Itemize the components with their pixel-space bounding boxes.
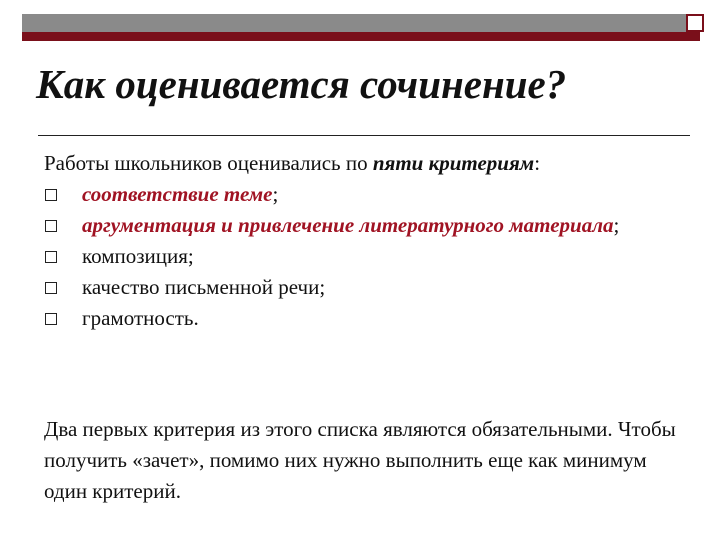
- intro-suffix: :: [534, 151, 541, 175]
- criteria-item: [44, 210, 694, 241]
- criteria-text: качество письменной речи;: [82, 275, 326, 299]
- header-accent-stripe: [22, 32, 700, 41]
- criteria-text: композиция;: [82, 244, 194, 268]
- hollow-square-bullet-icon: [45, 313, 57, 325]
- criteria-list: [44, 179, 694, 334]
- criteria-text: ;: [613, 213, 620, 237]
- hollow-square-bullet-icon: [45, 189, 57, 201]
- hollow-square-bullet-icon: [45, 251, 57, 263]
- criteria-item: [44, 272, 694, 303]
- criteria-text: грамотность.: [82, 306, 199, 330]
- criteria-item: [44, 241, 694, 272]
- hollow-square-bullet-icon: [45, 282, 57, 294]
- criteria-text: ;: [272, 182, 279, 206]
- slide-body: [44, 148, 694, 503]
- header-bar: [22, 14, 700, 41]
- criteria-highlight: аргументация и привлечение литературного материала: [82, 213, 614, 237]
- outro-paragraph: Два первых критерия из этого списка являются обязательными. Чтобы получить «зачет», помимо них нужно выполнить еще как минимум один критерий.: [44, 417, 676, 503]
- hollow-square-bullet-icon: [45, 220, 57, 232]
- criteria-highlight: соответствие теме: [82, 182, 273, 206]
- corner-square-decoration: [686, 14, 704, 32]
- intro-emphasis: пяти критериям: [372, 151, 535, 175]
- intro-prefix: Работы школьников оценивались по: [44, 151, 373, 175]
- criteria-item: [44, 179, 694, 210]
- slide-title: Как оценивается сочинение?: [36, 61, 567, 107]
- intro-line: [44, 148, 694, 179]
- criteria-item: [44, 303, 694, 334]
- title-divider: [38, 135, 690, 136]
